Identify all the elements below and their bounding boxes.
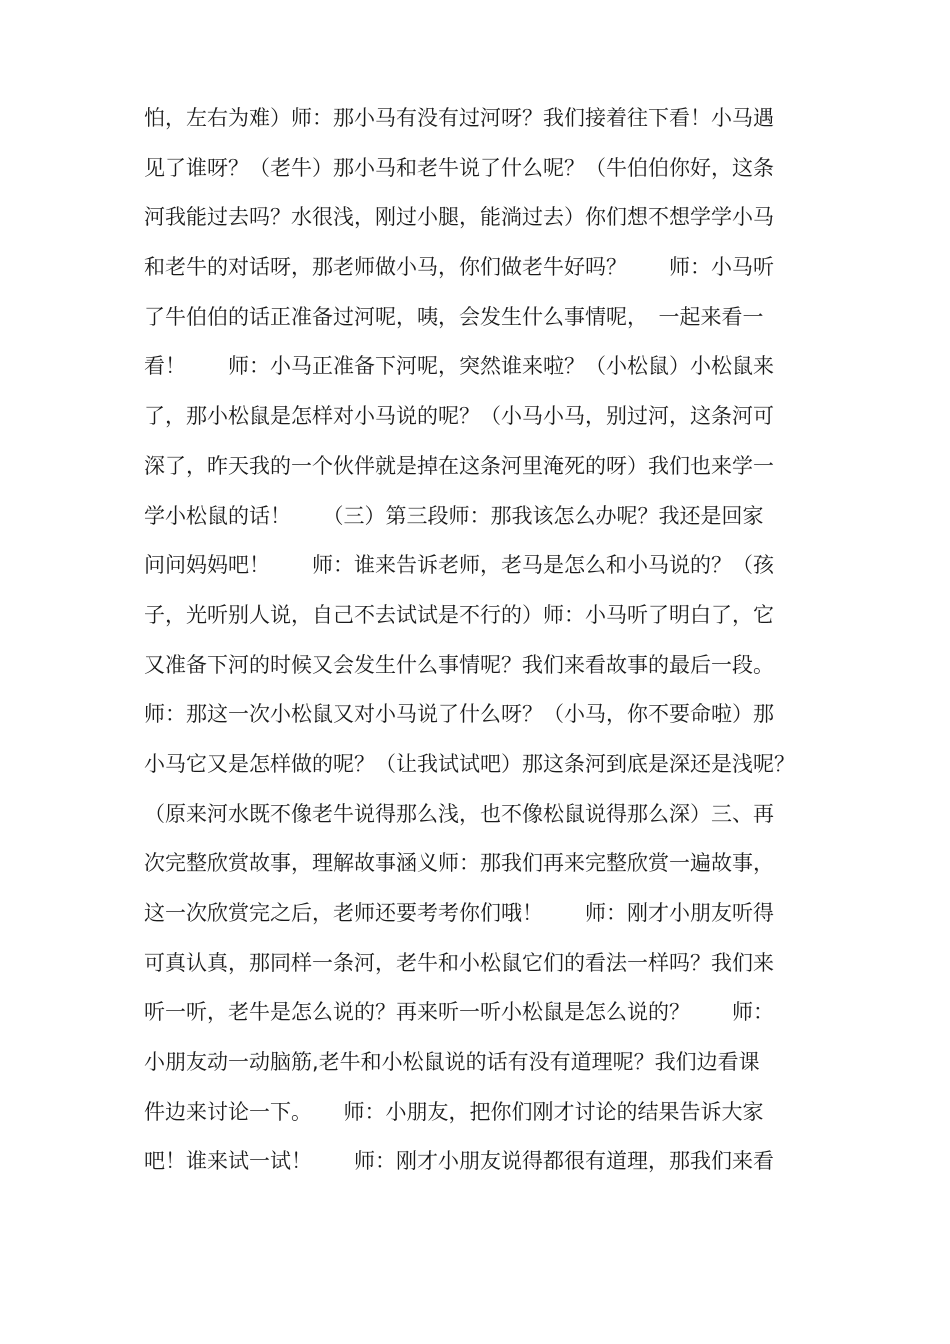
text-line: 这一次欣赏完之后，老师还要考考你们哦！ 师：刚才小朋友听得: [144, 901, 774, 925]
text-line: 看！ 师：小马正准备下河呢，突然谁来啦？（小松鼠）小松鼠来: [144, 354, 774, 379]
text-line: （原来河水既不像老牛说得那么浅，也不像松鼠说得那么深）三、再: [144, 801, 774, 826]
text-line: 又准备下河的时候又会发生什么事情呢？我们来看故事的最后一段。: [144, 652, 774, 677]
body-text: [144, 94, 834, 1187]
text-line: 问问妈妈吧！ 师：谁来告诉老师，老马是怎么和小马说的？（孩: [144, 553, 774, 578]
text-line: 师：那这一次小松鼠又对小马说了什么呀？（小马，你不要命啦）那: [144, 702, 774, 727]
text-line: 了，那小松鼠是怎样对小马说的呢？（小马小马，别过河，这条河可: [144, 404, 774, 429]
text-line: 吧！谁来试一试！ 师：刚才小朋友说得都很有道理，那我们来看: [144, 1149, 774, 1174]
text-line: 怕，左右为难）师：那小马有没有过河呀？我们接着往下看！小马遇: [144, 106, 774, 130]
text-line: 了牛伯伯的话正准备过河呢，咦，会发生什么事情呢， 一起来看一: [144, 304, 764, 329]
text-line: 小朋友动一动脑筋,老牛和小松鼠说的话有没有道理呢？我们边看课: [144, 1050, 760, 1075]
text-line: 和老牛的对话呀，那老师做小马，你们做老牛好吗？ 师：小马听: [144, 255, 774, 280]
text-line: 听一听，老牛是怎么说的？再来听一听小松鼠是怎么说的？ 师：: [144, 1000, 774, 1025]
text-line: 学小松鼠的话！ （三）第三段师：那我该怎么办呢？我还是回家: [144, 503, 764, 528]
text-line: 见了谁呀？（老牛）那小马和老牛说了什么呢？（牛伯伯你好，这条: [144, 155, 774, 180]
text-line: 小马它又是怎样做的呢？（让我试试吧）那这条河到底是深还是浅呢？: [144, 751, 795, 776]
text-line: 子，光听别人说，自己不去试试是不行的）师：小马听了明白了，它: [144, 602, 774, 627]
text-line: 河我能过去吗？水很浅，刚过小腿，能淌过去）你们想不想学学小马: [144, 205, 774, 230]
text-line: 件边来讨论一下。 师：小朋友，把你们刚才讨论的结果告诉大家: [144, 1099, 764, 1124]
text-line: 次完整欣赏故事，理解故事涵义师：那我们再来完整欣赏一遍故事，: [144, 851, 774, 876]
text-line: 可真认真，那同样一条河，老牛和小松鼠它们的看法一样吗？我们来: [144, 950, 774, 975]
text-line: 深了，昨天我的一个伙伴就是掉在这条河里淹死的呀）我们也来学一: [144, 453, 774, 478]
